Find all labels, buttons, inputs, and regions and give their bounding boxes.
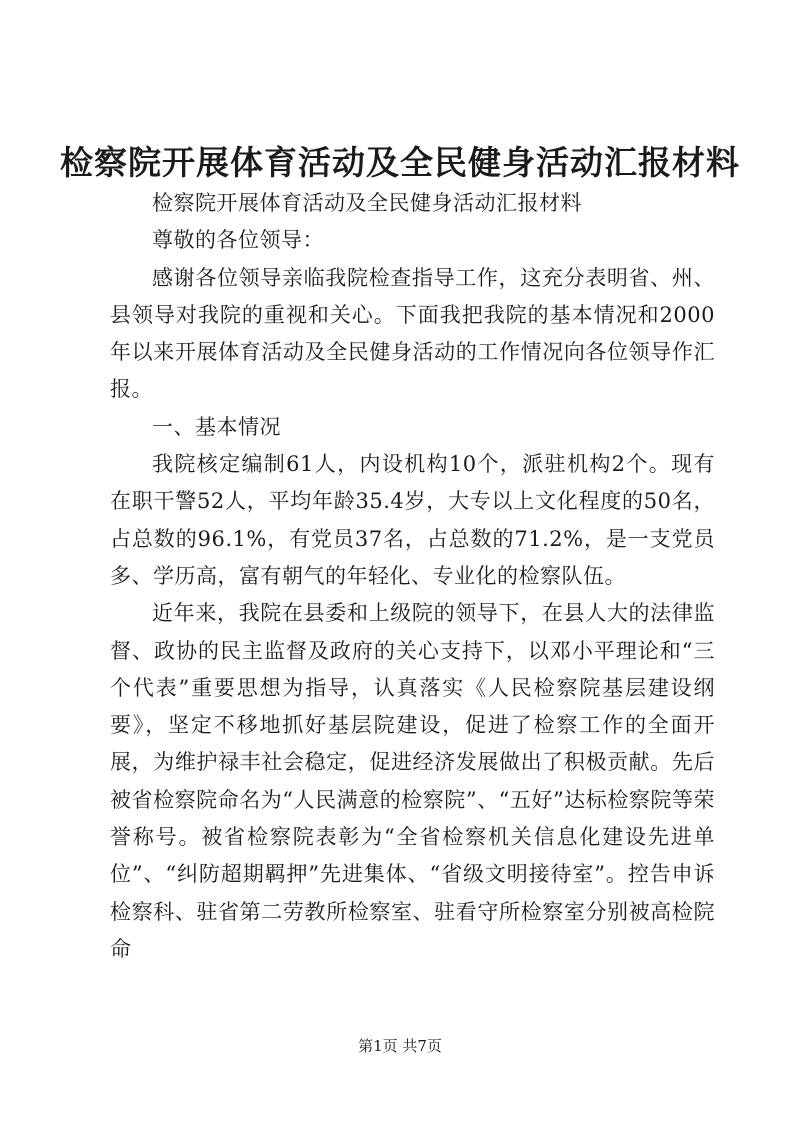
paragraph-salutation: 尊敬的各位领导： [152, 228, 324, 253]
paragraph-subtitle: 检察院开展体育活动及全民健身活动汇报材料 [152, 191, 582, 215]
page-footer: 第1页 共7页 [358, 1037, 442, 1055]
section-heading-basic-info: 一、基本情况 [152, 414, 281, 439]
document-body [110, 185, 715, 968]
paragraph-achievements: 近年来，我院在县委和上级院的领导下，在县人大的法律监督、政协的民主监督及政府的关心支持下，以邓小平理论和“三个代表”重要思想为指导，认真落实《人民检察院基层建设纲要》，坚定不移地抓好基层院建设，促进了检察工作的全面开展，为维护禄丰社会稳定，促进经济发展做出了积极贡献。先后被省检察院命名为“人民满意的检察院”、“五好”达标检察院等荣誉称号。被省检察院表彰为“全省检察机关信息化建设先进单位”、“纠防超期羁押”先进集体、“省级文明接待室”。控告申诉检察科、驻省第二劳教所检察室、驻看守所检察室分别被高检院命 [110, 601, 715, 961]
paragraph-staffing: 我院核定编制61人，内设机构10个，派驻机构2个。现有在职干警52人，平均年龄35.4岁，大专以上文化程度的50名，占总数的96.1%，有党员37名，占总数的71.2%，是一支党员多、学历高，富有朝气的年轻化、专业化的检察队伍。 [110, 452, 715, 588]
page-title: 检察院开展体育活动及全民健身活动汇报材料 [60, 143, 740, 182]
paragraph-intro: 感谢各位领导亲临我院检查指导工作，这充分表明省、州、县领导对我院的重视和关心。下面我把我院的基本情况和2000年以来开展体育活动及全民健身活动的工作情况向各位领导作汇报。 [110, 265, 715, 402]
